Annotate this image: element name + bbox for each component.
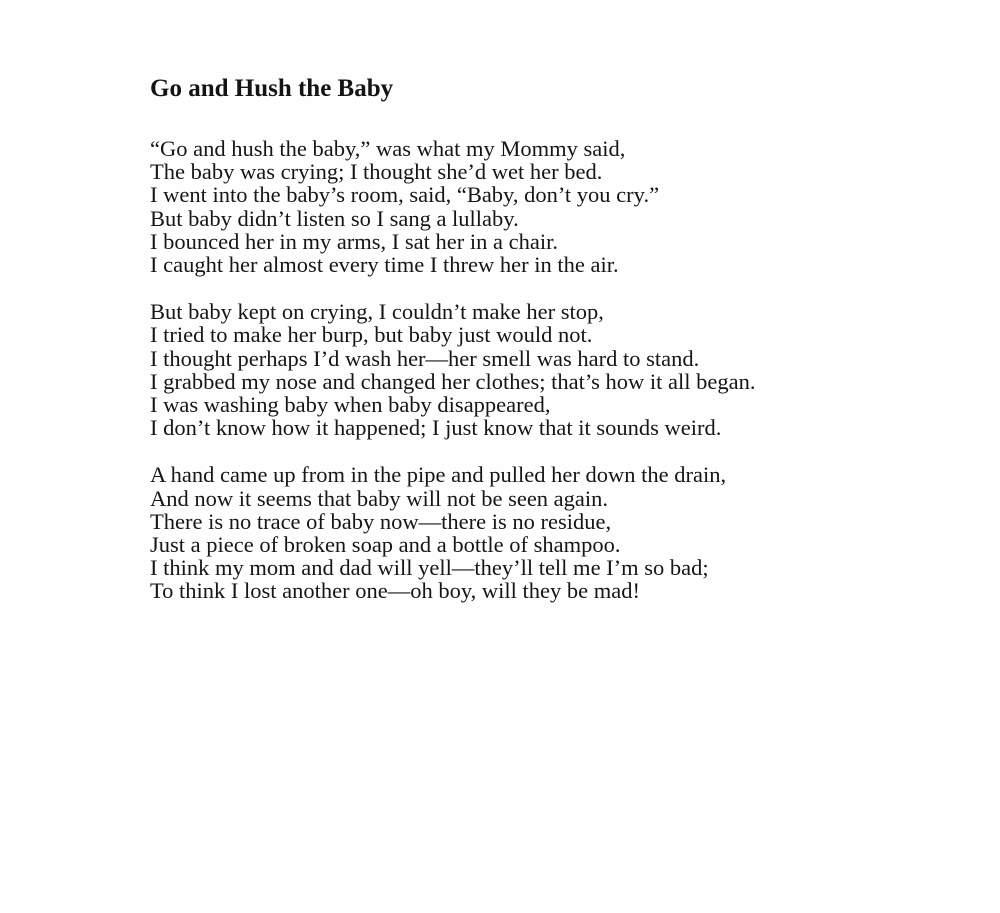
poem-line: I thought perhaps I’d wash her—her smell was hard to stand. (150, 345, 700, 371)
stanza-2 (150, 300, 910, 439)
poem-line: But baby kept on crying, I couldn’t make her stop, (150, 299, 604, 325)
poem-body (150, 137, 910, 627)
poem-line: The baby was crying; I thought she’d wet her bed. (150, 159, 603, 185)
poem-line: And now it seems that baby will not be seen again. (150, 485, 609, 511)
poem-line: But baby didn’t listen so I sang a lullaby. (150, 205, 519, 231)
poem-line: A hand came up from in the pipe and pulled her down the drain, (150, 462, 727, 488)
poem-line: To think I lost another one—oh boy, will they be mad! (150, 578, 641, 604)
poem-line: I tried to make her burp, but baby just would not. (150, 322, 593, 348)
poem-line: I went into the baby’s room, said, “Baby, don’t you cry.” (150, 182, 660, 208)
poem-line: “Go and hush the baby,” was what my Mommy said, (150, 136, 626, 161)
poem-line: I grabbed my nose and changed her clothes; that’s how it all began. (150, 368, 756, 394)
poem-line: I caught her almost every time I threw her in the air. (150, 252, 619, 278)
poem-line: I don’t know how it happened; I just know that it sounds weird. (150, 415, 722, 441)
poem-line: Just a piece of broken soap and a bottle of shampoo. (150, 532, 621, 558)
stanza-1 (150, 137, 910, 276)
poem-line: I bounced her in my arms, I sat her in a chair. (150, 228, 558, 254)
poem-title: Go and Hush the Baby (150, 75, 394, 102)
poem-line: I was washing baby when baby disappeared, (150, 392, 551, 418)
stanza-3 (150, 463, 910, 602)
poem-line: There is no trace of baby now—there is no residue, (150, 508, 612, 534)
poem-line: I think my mom and dad will yell—they’ll tell me I’m so bad; (150, 555, 709, 581)
